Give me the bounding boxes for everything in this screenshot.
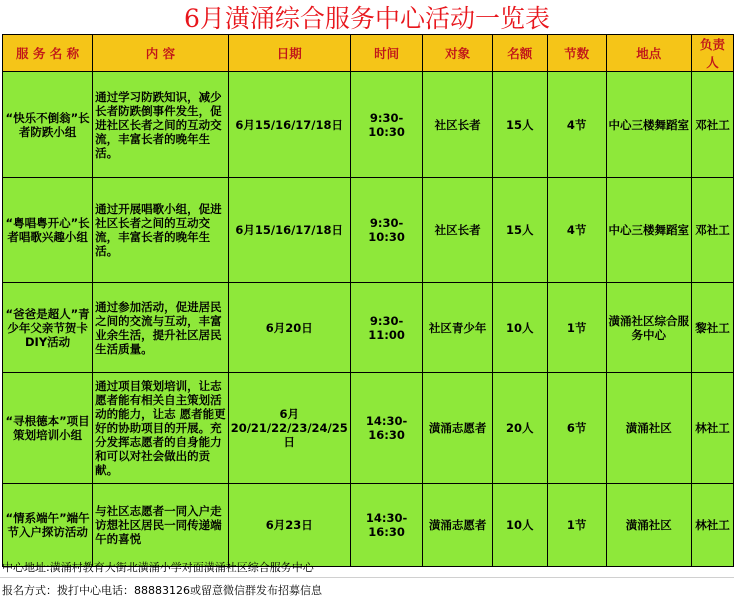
cell-time: 14:30-16:30 (350, 373, 423, 484)
cell-quota: 15人 (492, 178, 547, 283)
cell-sessions: 6节 (547, 373, 606, 484)
cell-content: 通过项目策划培训，让志愿者能有相关自主策划活动的能力，让志 愿者能更好的协助项目的开展。充分发挥志愿者的自身能力和可以对社会做出的贡献。 (93, 373, 229, 484)
cell-time: 14:30-16:30 (350, 484, 423, 567)
cell-person: 黎社工 (691, 283, 733, 373)
cell-name: “寻根德本”项目策划培训小组 (3, 373, 93, 484)
header-name: 服 务 名 称 (3, 35, 93, 72)
cell-content: 通过参加活动，促进居民之间的交流与互动，丰富业余生活，提升社区居民生活质量。 (93, 283, 229, 373)
cell-name: “爸爸是超人”青少年父亲节贺卡DIY活动 (3, 283, 93, 373)
header-date: 日期 (228, 35, 350, 72)
cell-place: 中心三楼舞蹈室 (606, 178, 691, 283)
cell-place: 潢涌社区 (606, 373, 691, 484)
cell-quota: 20人 (492, 373, 547, 484)
cell-time: 9:30-10:30 (350, 72, 423, 178)
table-row (3, 373, 734, 484)
cell-person: 邓社工 (691, 72, 733, 178)
cell-content: 与社区志愿者一同入户走访想社区居民一同传递端午的喜悦 (93, 484, 229, 567)
cell-date: 6月15/16/17/18日 (228, 178, 350, 283)
cell-person: 林社工 (691, 373, 733, 484)
cell-target: 社区青少年 (423, 283, 492, 373)
cell-date: 6月15/16/17/18日 (228, 72, 350, 178)
footer-signup: 报名方式：拨打中心电话：88883126或留意微信群发布招募信息 (2, 583, 322, 597)
cell-name: “快乐不倒翁”长者防跌小组 (3, 72, 93, 178)
table-row (3, 178, 734, 283)
cell-person: 邓社工 (691, 178, 733, 283)
cell-date: 6月20/21/22/23/24/25日 (228, 373, 350, 484)
cell-target: 潢涌志愿者 (423, 484, 492, 567)
cell-target: 社区长者 (423, 178, 492, 283)
activity-table (2, 34, 734, 567)
header-place: 地点 (606, 35, 691, 72)
cell-target: 潢涌志愿者 (423, 373, 492, 484)
cell-quota: 15人 (492, 72, 547, 178)
header-person: 负责人 (691, 35, 733, 72)
header-time: 时间 (350, 35, 423, 72)
cell-sessions: 4节 (547, 178, 606, 283)
cell-time: 9:30-10:30 (350, 178, 423, 283)
header-sessions: 节数 (547, 35, 606, 72)
table-row (3, 283, 734, 373)
cell-sessions: 1节 (547, 484, 606, 567)
header-content: 内 容 (93, 35, 229, 72)
cell-content: 通过开展唱歌小组，促进社区长者之间的互动交流，丰富长者的晚年生活。 (93, 178, 229, 283)
cell-date: 6月23日 (228, 484, 350, 567)
cell-place: 潢涌社区 (606, 484, 691, 567)
cell-sessions: 1节 (547, 283, 606, 373)
cell-place: 中心三楼舞蹈室 (606, 72, 691, 178)
table-row (3, 484, 734, 567)
page-title: 6月潢涌综合服务中心活动一览表 (184, 4, 550, 33)
cell-quota: 10人 (492, 484, 547, 567)
cell-date: 6月20日 (228, 283, 350, 373)
footer-address: 中心地址:潢涌村教育大街北潢涌小学对面潢涌社区综合服务中心 (0, 557, 734, 578)
cell-time: 9:30-11:00 (350, 283, 423, 373)
cell-name: “粤唱粤开心”长者唱歌兴趣小组 (3, 178, 93, 283)
cell-name: “情系端午”端午节入户探访活动 (3, 484, 93, 567)
cell-quota: 10人 (492, 283, 547, 373)
cell-place: 潢涌社区综合服务中心 (606, 283, 691, 373)
header-row (3, 35, 734, 72)
header-target: 对象 (423, 35, 492, 72)
table-row (3, 72, 734, 178)
cell-target: 社区长者 (423, 72, 492, 178)
cell-person: 林社工 (691, 484, 733, 567)
cell-sessions: 4节 (547, 72, 606, 178)
cell-content: 通过学习防跌知识，减少长者防跌倒事件发生，促进社区长者之间的互动交流，丰富长者的晚年生活。 (93, 72, 229, 178)
header-quota: 名额 (492, 35, 547, 72)
